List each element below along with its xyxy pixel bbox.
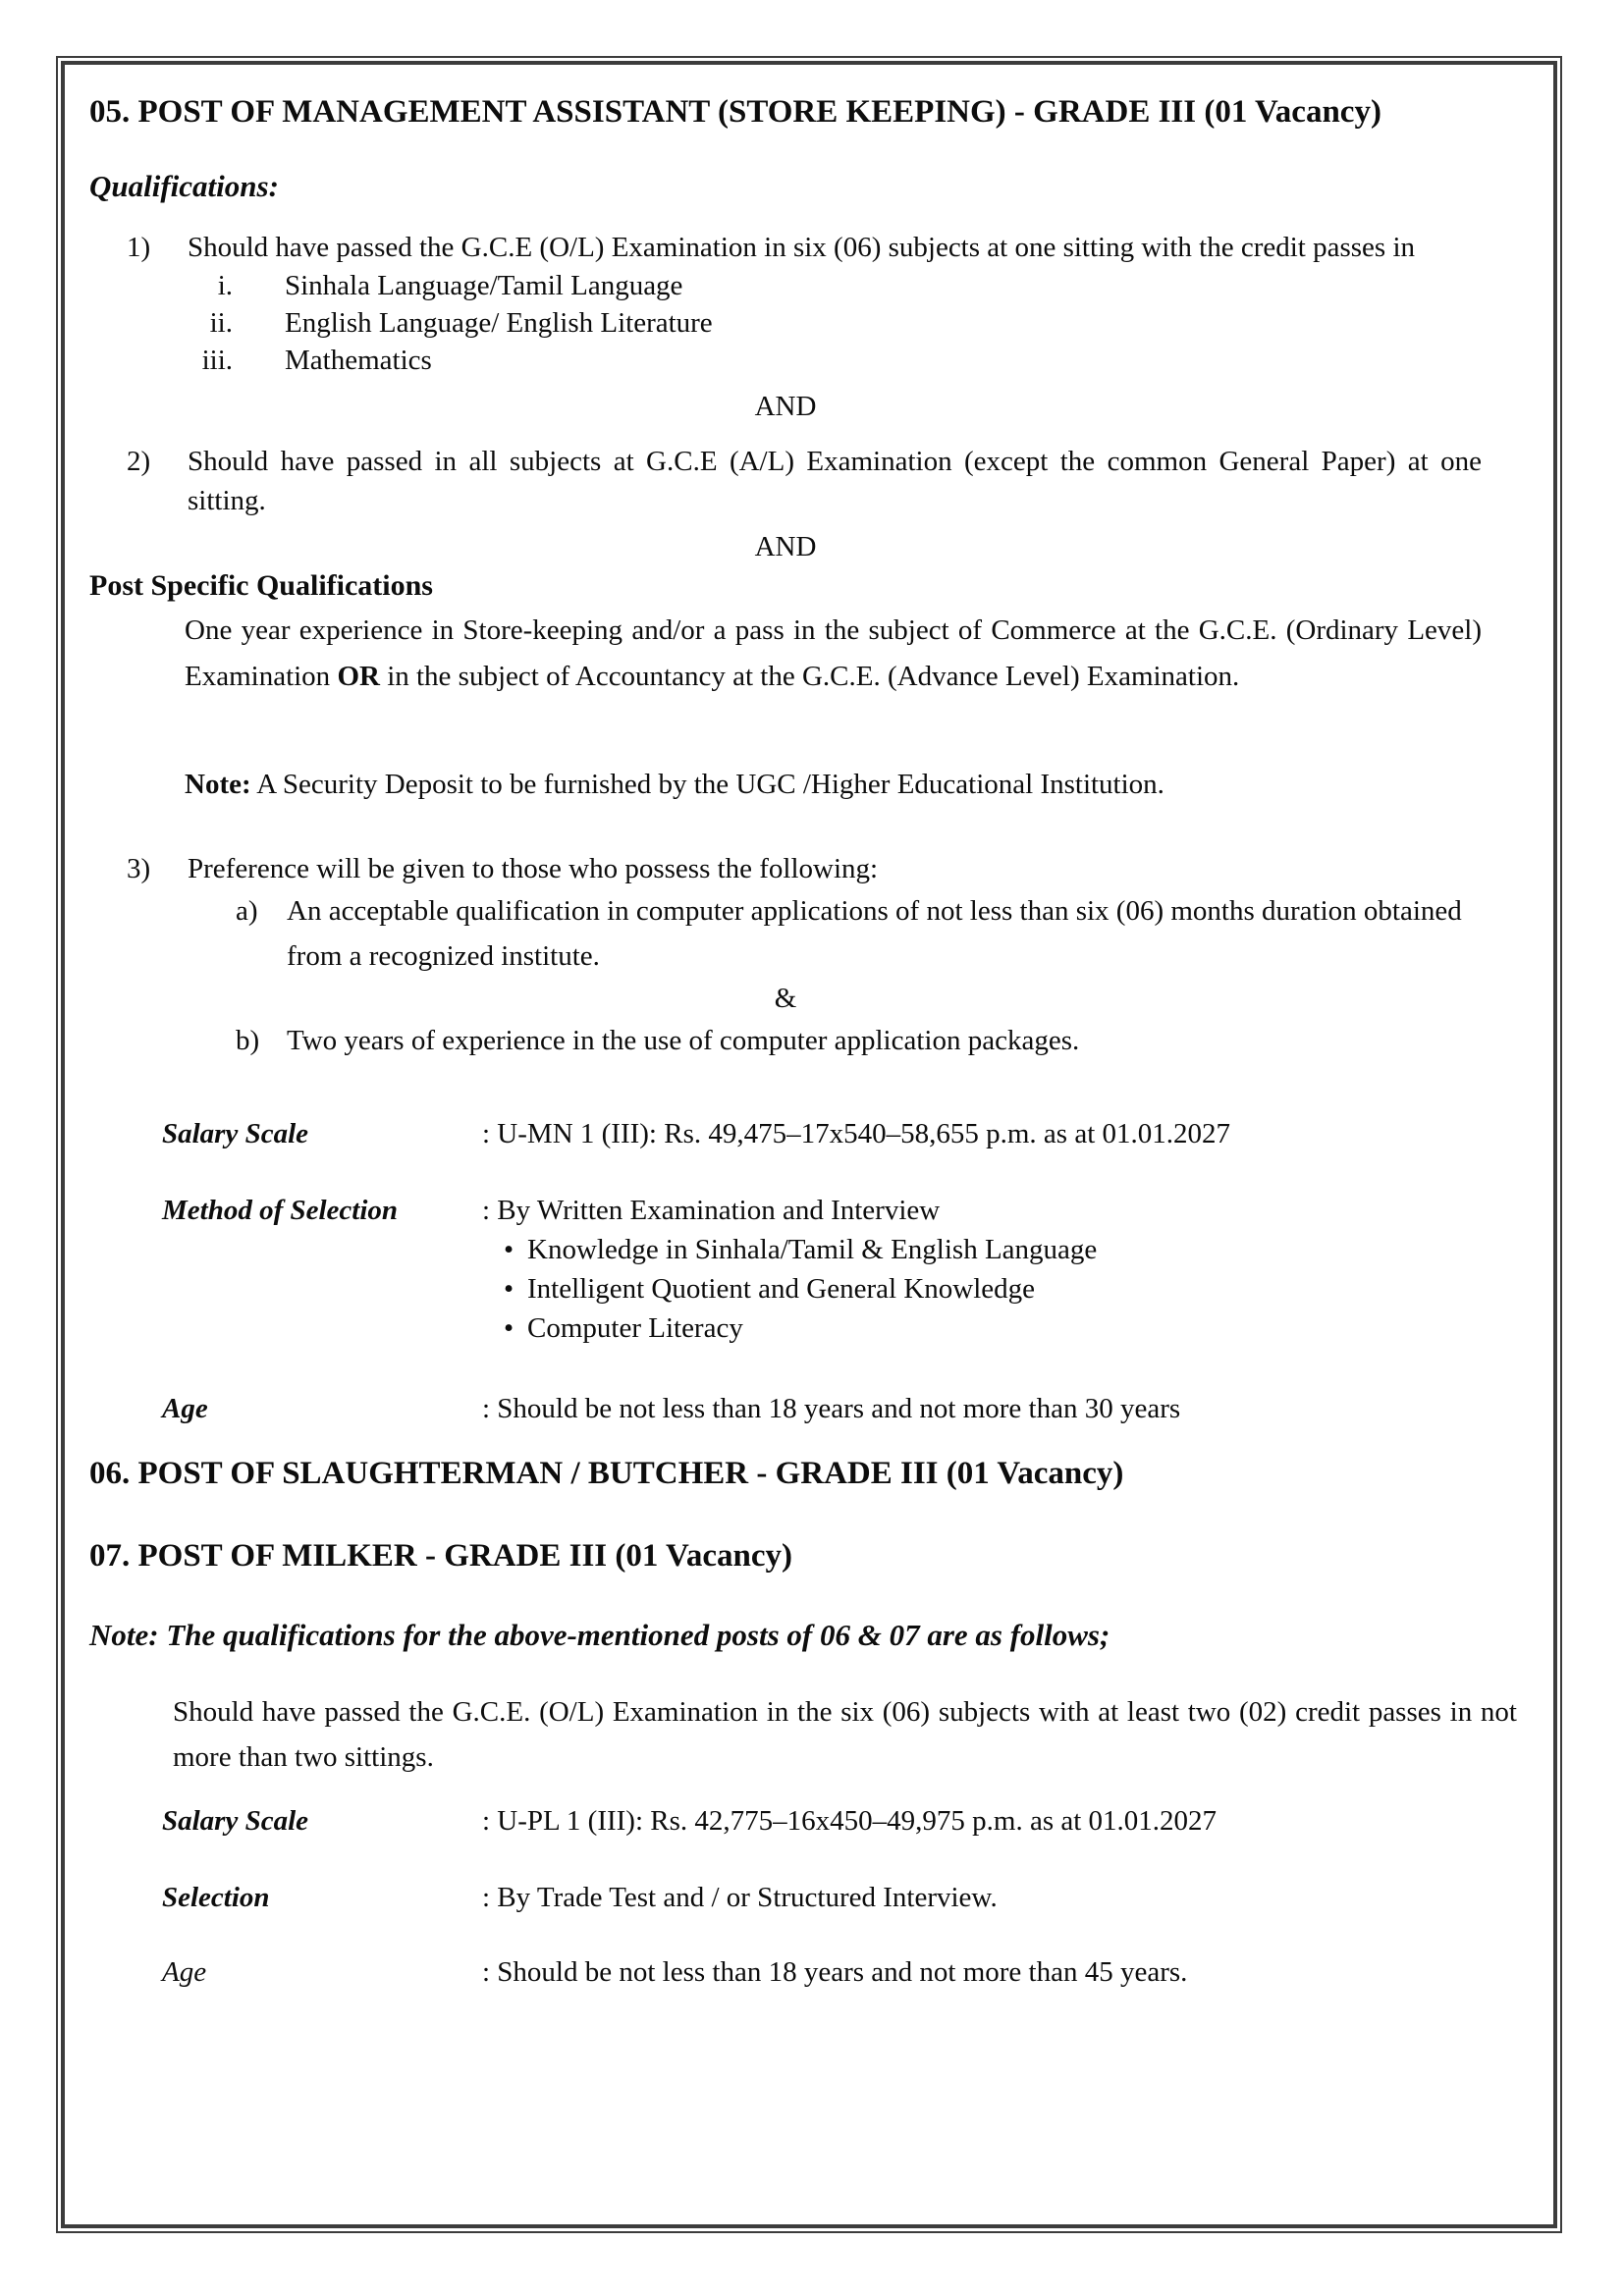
bullet-item — [504, 1269, 1482, 1308]
note-label: Note: — [185, 769, 251, 800]
subject-2-text: English Language/ English Literature — [285, 307, 713, 339]
subject-list — [89, 267, 1482, 379]
qualifications-heading: Qualifications: — [89, 169, 279, 203]
preference-item — [89, 849, 1482, 888]
subject-1-numeral: i. — [217, 270, 233, 301]
shared-age-row — [89, 1952, 1482, 1992]
security-deposit-note — [185, 765, 1482, 804]
subject-3-numeral: iii. — [201, 345, 233, 376]
selection-value: : By Trade Test and / or Structured Interview. — [482, 1882, 998, 1913]
bullet-text: Knowledge in Sinhala/Tamil & English Language — [527, 1234, 1098, 1265]
salary-scale-label: Salary Scale — [162, 1118, 309, 1149]
shared-qualifications-note: Note: The qualifications for the above-mentioned posts of 06 & 07 are as follows; — [89, 1618, 1110, 1652]
item-3-text: Preference will be given to those who possess the following: — [188, 853, 879, 884]
and-separator: AND — [754, 531, 817, 562]
method-of-selection-row — [89, 1191, 1482, 1348]
sub-b-label: b) — [236, 1025, 260, 1056]
item-2-number: 2) — [127, 446, 151, 477]
subject-2-numeral: ii. — [209, 307, 233, 339]
bullet-item — [504, 1230, 1482, 1269]
subject-item — [89, 342, 1482, 379]
sub-a-text: An acceptable qualification in computer applications of not less than six (06) months duration obtained from a recognized institute. — [287, 895, 1462, 972]
preference-sub-b — [89, 1018, 1482, 1063]
bullet-icon: • — [504, 1312, 514, 1344]
section-07-title: 07. POST OF MILKER - GRADE III (01 Vacancy) — [89, 1538, 792, 1574]
item-3-number: 3) — [127, 853, 151, 884]
subject-3-text: Mathematics — [285, 345, 432, 376]
and-separator: AND — [754, 391, 817, 422]
bullet-icon: • — [504, 1234, 514, 1265]
salary-scale-row — [89, 1114, 1482, 1153]
shared-salary-scale-value: : U-PL 1 (III): Rs. 42,775–16x450–49,975 p.m. as at 01.01.2027 — [482, 1805, 1218, 1837]
age-value: : Should be not less than 18 years and not more than 30 years — [482, 1393, 1181, 1424]
shared-qualification-paragraph: Should have passed the G.C.E. (O/L) Examination in the six (06) subjects with at least two (02) credit passes in not more than two sittings. — [173, 1696, 1517, 1773]
post-specific-text-before: One year experience in Store-keeping and/or a pass in the subject of Commerce at the G.C.E. (Ordinary Level) Examination — [185, 614, 1482, 692]
method-of-selection-label: Method of Selection — [162, 1195, 399, 1226]
section-05-title: 05. POST OF MANAGEMENT ASSISTANT (STORE KEEPING) - GRADE III (01 Vacancy) — [89, 94, 1381, 130]
post-specific-text-after: in the subject of Accountancy at the G.C.E. (Advance Level) Examination. — [379, 661, 1240, 692]
subject-1-text: Sinhala Language/Tamil Language — [285, 270, 683, 301]
selection-row — [89, 1878, 1482, 1917]
method-value-text: : By Written Examination and Interview — [482, 1195, 941, 1226]
page-border-inner — [61, 61, 1557, 2228]
page-border-outer — [56, 56, 1562, 2233]
qualification-item-1 — [89, 228, 1482, 267]
shared-age-value: : Should be not less than 18 years and not more than 45 years. — [482, 1956, 1188, 1988]
post-specific-or: OR — [337, 661, 380, 692]
preference-sub-a — [89, 888, 1482, 979]
bullet-item — [504, 1308, 1482, 1348]
salary-scale-value: : U-MN 1 (III): Rs. 49,475–17x540–58,655 p.m. as at 01.01.2027 — [482, 1118, 1231, 1149]
sub-b-text: Two years of experience in the use of computer application packages. — [287, 1025, 1080, 1056]
method-of-selection-value — [482, 1191, 1482, 1348]
method-bullet-list — [504, 1230, 1482, 1348]
subject-item — [89, 304, 1482, 342]
age-label: Age — [162, 1393, 208, 1424]
note-text: A Security Deposit to be furnished by the UGC /Higher Educational Institution. — [250, 769, 1164, 800]
qualification-item-2 — [89, 442, 1482, 520]
shared-salary-scale-row — [89, 1801, 1482, 1841]
selection-label: Selection — [162, 1882, 270, 1913]
section-06-title: 06. POST OF SLAUGHTERMAN / BUTCHER - GRADE III (01 Vacancy) — [89, 1456, 1124, 1491]
ampersand-separator: & — [774, 983, 797, 1014]
bullet-text: Computer Literacy — [527, 1312, 743, 1344]
post-specific-heading: Post Specific Qualifications — [89, 569, 433, 602]
bullet-icon: • — [504, 1273, 514, 1305]
shared-salary-scale-label: Salary Scale — [162, 1805, 309, 1837]
subject-item — [89, 267, 1482, 304]
sub-a-label: a) — [236, 895, 258, 927]
shared-age-label: Age — [162, 1956, 207, 1988]
item-1-text: Should have passed the G.C.E (O/L) Examination in six (06) subjects at one sitting with the credit passes in — [188, 232, 1416, 263]
item-2-text: Should have passed in all subjects at G.C.E (A/L) Examination (except the common General Paper) at one sitting. — [188, 446, 1482, 516]
post-specific-paragraph — [185, 608, 1482, 700]
bullet-text: Intelligent Quotient and General Knowledge — [527, 1273, 1036, 1305]
item-1-number: 1) — [127, 232, 151, 263]
age-row — [89, 1389, 1482, 1428]
